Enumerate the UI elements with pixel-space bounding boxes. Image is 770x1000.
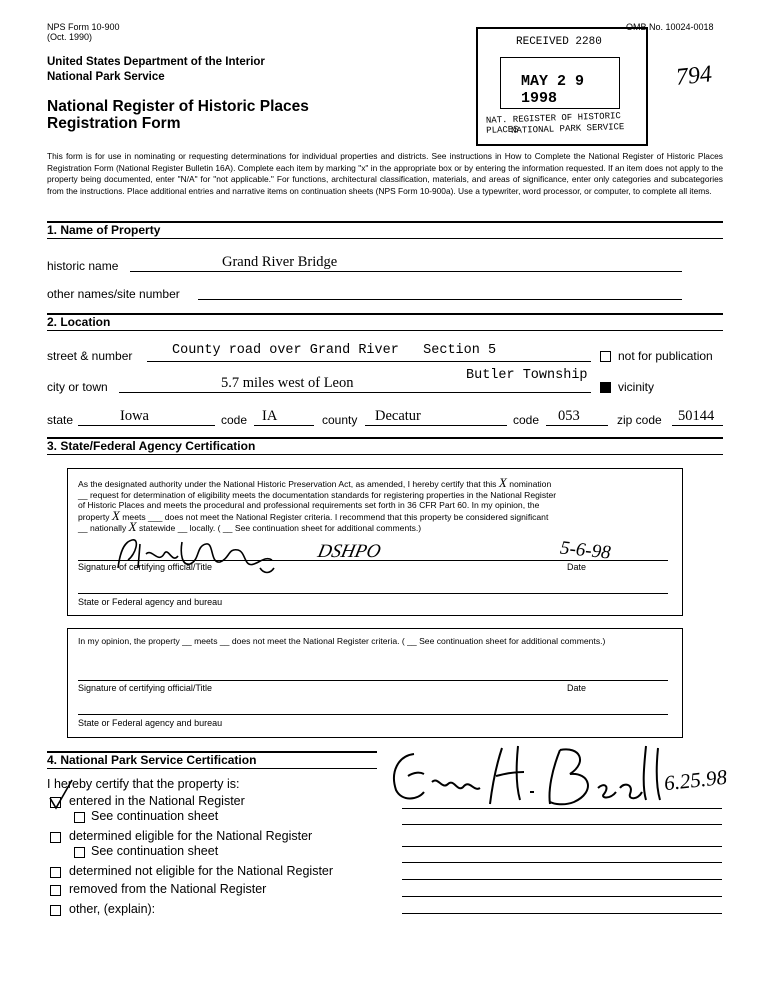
eligible-label: determined eligible for the National Register xyxy=(69,829,313,843)
cert-mark-meets[interactable]: X xyxy=(111,507,120,523)
shpo-date: 5-6-98 xyxy=(559,537,612,564)
other-checkbox[interactable] xyxy=(50,905,61,916)
date-label: Date xyxy=(567,562,587,572)
continuation-label-1: See continuation sheet xyxy=(91,809,219,823)
vicinity-checkbox[interactable] xyxy=(600,382,611,393)
zip-field[interactable]: 50144 xyxy=(678,408,715,424)
not-eligible-checkbox[interactable] xyxy=(50,867,61,878)
county-code-line xyxy=(546,425,608,426)
signature-line xyxy=(78,680,668,681)
county-label: county xyxy=(322,413,358,427)
township-field[interactable]: Butler Township xyxy=(466,368,588,383)
historic-name-field[interactable]: Grand River Bridge xyxy=(222,254,338,270)
signature-line xyxy=(78,560,668,561)
cert-line4b: meets ___ does not meet the National Register criteria. I recommend that this property be considered significant xyxy=(122,511,549,522)
section3-heading: 3. State/Federal Agency Certification xyxy=(47,439,256,453)
agency-line xyxy=(78,593,668,594)
county-code-label: code xyxy=(513,413,540,427)
keeper-line xyxy=(402,862,722,863)
stamp-line2: NATIONAL PARK SERVICE xyxy=(510,122,625,136)
state-field[interactable]: Iowa xyxy=(120,408,149,424)
department: United States Department of the Interior xyxy=(47,56,265,68)
section2-heading: 2. Location xyxy=(47,315,111,329)
continuation-checkbox-1[interactable] xyxy=(74,812,85,823)
keeper-signature xyxy=(384,742,674,814)
section-divider xyxy=(47,238,723,239)
vicinity-label: vicinity xyxy=(618,380,655,394)
other-names-line xyxy=(198,299,682,300)
shpo-title: DSHPO xyxy=(315,541,383,562)
cert-line2: __ request for determination of eligibility meets the documentation standards for registering properties in the National Register xyxy=(78,489,557,500)
service: National Park Service xyxy=(47,71,165,83)
cert-mark-nomination[interactable]: X xyxy=(498,475,507,490)
agency-label: State or Federal agency and bureau xyxy=(78,718,223,728)
section-divider xyxy=(47,330,723,331)
continuation-label-2: See continuation sheet xyxy=(91,844,219,858)
nps-certify-intro: I hereby certify that the property is: xyxy=(47,777,240,791)
stamp-date-box xyxy=(500,57,620,109)
section-divider xyxy=(47,768,377,769)
continuation-checkbox-2[interactable] xyxy=(74,847,85,858)
state-code-line xyxy=(254,425,314,426)
city-field[interactable]: 5.7 miles west of Leon xyxy=(221,375,354,391)
state-line xyxy=(78,425,215,426)
opinion-text: In my opinion, the property __ meets __ does not meet the National Register criteria. ( __ See continuation sheet for additional comments.) xyxy=(78,636,606,646)
county-line xyxy=(365,425,507,426)
county-field[interactable]: Decatur xyxy=(375,408,421,424)
other-names-label: other names/site number xyxy=(47,287,180,301)
cert-line5b: statewide __ locally. ( __ See continuation sheet for additional comments.) xyxy=(139,523,422,534)
eligible-checkbox[interactable] xyxy=(50,832,61,843)
page-subtitle: Registration Form xyxy=(47,115,181,132)
keeper-line xyxy=(402,824,722,825)
handwritten-reference: 794 xyxy=(674,61,714,91)
instructions: This form is for use in nominating or requesting determinations for individual properties and districts. See instructions in How to Complete the National Register of Historic Places Registration Form (National Register Bulletin 16A). Complete each item by marking "x" in the appropriate box or by entering the information requested. If an item does not apply to the property being documented, enter "N/A" for "not applicable." For functions, architectural classification, materials, and areas of significance, enter only categories and subcategories from the instructions. Place additional entries and narrative items on continuation sheets (NPS Form 10-900a). Use a typewriter, word processor, or computer, to complete all items. xyxy=(47,151,723,196)
removed-label: removed from the National Register xyxy=(69,882,267,896)
agency-line xyxy=(78,714,668,715)
zip-label: zip code xyxy=(617,413,662,427)
not-eligible-label: determined not eligible for the National Register xyxy=(69,864,334,878)
cert-line1: As the designated authority under the National Historic Preservation Act, as amended, I hereby certify that this xyxy=(78,479,497,489)
keeper-date: 6.25.98 xyxy=(662,764,729,796)
stamp-line1: NAT. REGISTER OF HISTORIC PLACES xyxy=(485,111,621,136)
section4-heading: 4. National Park Service Certification xyxy=(47,753,257,767)
entered-label: entered in the National Register xyxy=(69,794,245,808)
form-number: NPS Form 10-900 xyxy=(47,22,120,32)
state-code-label: code xyxy=(221,413,248,427)
stamp-received: RECEIVED 2280 xyxy=(516,36,602,48)
page-title: National Register of Historic Places xyxy=(47,98,309,115)
street-line xyxy=(147,361,591,362)
removed-checkbox[interactable] xyxy=(50,885,61,896)
not-for-publication-checkbox[interactable] xyxy=(600,351,611,362)
cert-mark-statewide[interactable]: X xyxy=(128,519,137,535)
omb-number: OMB No. 10024-0018 xyxy=(626,22,714,32)
date-label: Date xyxy=(567,683,587,693)
form-date: (Oct. 1990) xyxy=(47,32,93,42)
signature-label: Signature of certifying official/Title xyxy=(78,683,213,693)
state-code-field[interactable]: IA xyxy=(262,408,278,424)
historic-name-line xyxy=(130,271,682,272)
city-label: city or town xyxy=(47,380,108,394)
keeper-line xyxy=(402,913,722,914)
section-divider xyxy=(47,454,723,455)
cert-line1b: nomination xyxy=(509,479,552,489)
not-for-publication-label: not for publication xyxy=(618,349,713,363)
cert-line5a: __ nationally xyxy=(78,523,127,534)
received-stamp xyxy=(476,27,648,146)
zip-line xyxy=(672,425,723,426)
signature-label: Signature of certifying official/Title xyxy=(78,562,213,572)
street-label: street & number xyxy=(47,349,133,363)
historic-name-label: historic name xyxy=(47,259,119,273)
stamp-date: MAY 2 9 1998 xyxy=(521,73,585,107)
section1-heading: 1. Name of Property xyxy=(47,223,161,237)
cert-line4a: property xyxy=(78,511,110,522)
keeper-line xyxy=(402,879,722,880)
county-code-field[interactable]: 053 xyxy=(558,408,580,424)
section-divider xyxy=(47,313,723,315)
keeper-line xyxy=(402,896,722,897)
street-field[interactable]: County road over Grand River Section 5 xyxy=(172,343,497,358)
keeper-line xyxy=(402,846,722,847)
agency-label: State or Federal agency and bureau xyxy=(78,597,223,607)
state-label: state xyxy=(47,413,74,427)
city-line xyxy=(119,392,591,393)
cert-line3: of Historic Places and meets the procedural and professional requirements set forth in 36 CFR Part 60. In my opinion, the xyxy=(78,500,540,511)
certification-text xyxy=(78,475,670,535)
other-label: other, (explain): xyxy=(69,902,156,916)
